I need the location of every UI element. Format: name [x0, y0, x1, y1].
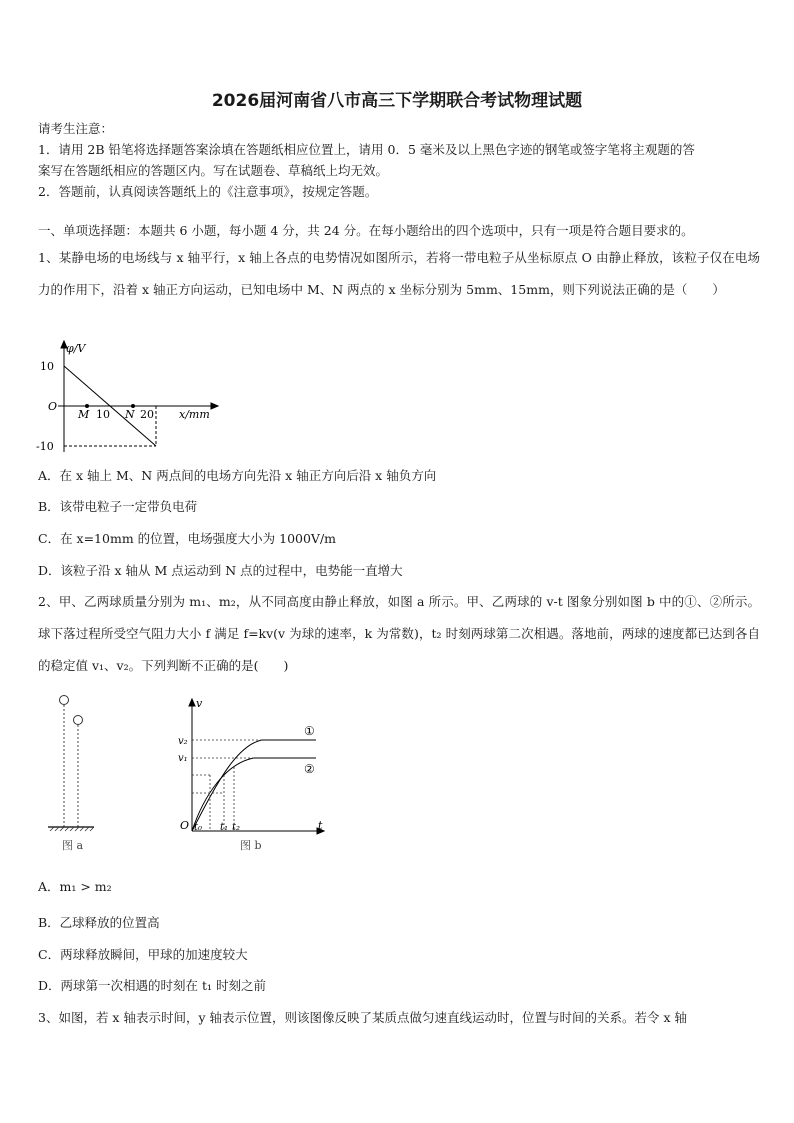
q1-x10-label: 10: [96, 408, 110, 421]
q2-option-d: D．两球第一次相遇的时刻在 t₁ 时刻之前: [38, 978, 267, 993]
q1-x-label: x/mm: [179, 408, 210, 421]
notice-item-1b: 案写在答题纸相应的答题区内。写在试题卷、草稿纸上均无效。: [38, 163, 389, 178]
q1-origin-label: O: [48, 400, 58, 413]
q3-stem: 3、如图，若 x 轴表示时间，y 轴表示位置，则该图像反映了某质点做匀速直线运动时，位置与时间的关系。若令 x 轴: [38, 1010, 687, 1025]
q1-potential-graph: [36, 338, 226, 454]
section-heading: 一、单项选择题：本题共 6 小题，每小题 4 分，共 24 分。在每小题给出的四个选项中，只有一项是符合题目要求的。: [38, 223, 694, 238]
vt-v-axis-arrow: [189, 699, 195, 706]
exam-title: 2026届河南省八市高三下学期联合考试物理试题: [211, 91, 583, 111]
figure-b-caption: 图 b: [240, 839, 262, 852]
q1-phi-label: φ/V: [66, 342, 86, 355]
notice-item-1a: 1．请用 2B 铅笔将选择题答案涂填在答题纸相应位置上，请用 0．5 毫米及以上黑色字迹的钢笔或签字笔将主观题的答: [38, 142, 695, 157]
vt-curve-2-label: ②: [304, 762, 315, 776]
q1-option-b: B．该带电粒子一定带负电荷: [38, 499, 198, 514]
q1-M-label: M: [78, 408, 90, 421]
q2-option-b: B．乙球释放的位置高: [38, 915, 160, 930]
vt-curve-1: [192, 740, 316, 831]
q1-y-top-label: 10: [40, 360, 54, 373]
q2-option-c: C．两球释放瞬间，甲球的加速度较大: [38, 947, 248, 962]
q1-option-c: C．在 x=10mm 的位置，电场强度大小为 1000V/m: [38, 531, 337, 546]
q1-stem: 1、某静电场的电场线与 x 轴平行，x 轴上各点的电势情况如图所示，若将一带电粒子从坐标原点 O 由静止释放，该粒子仅在电场力的作用下，沿着 x 轴正方向运动，已知电场中 M、N 两点的 x 坐标分别为 5mm、15mm，则下列说法正确的是（ ）: [38, 250, 760, 297]
figure-a-caption: 图 a: [62, 839, 84, 852]
vt-origin-label: O: [180, 819, 190, 832]
vt-t-label: t: [318, 819, 323, 832]
ball-yi: [74, 716, 83, 725]
q1-x20-label: 20: [140, 408, 154, 421]
vt-t2-label: t₂: [232, 822, 241, 833]
q1-option-d: D．该粒子沿 x 轴从 M 点运动到 N 点的过程中，电势能一直增大: [38, 563, 403, 578]
notice-item-2: 2．答题前，认真阅读答题纸上的《注意事项》，按规定答题。: [38, 184, 378, 199]
q2-figure-b: [176, 695, 328, 855]
vt-v2-label: v₂: [178, 736, 188, 747]
vt-curve-2: [192, 758, 316, 831]
q1-N-label: N: [125, 408, 135, 421]
q1-x-axis-arrow: [211, 403, 218, 409]
q1-option-a: A．在 x 轴上 M、N 两点间的电场方向先沿 x 轴正方向后沿 x 轴负方向: [38, 468, 437, 483]
q2-stem: 2、甲、乙两球质量分别为 m₁、m₂，从不同高度由静止释放，如图 a 所示。甲、乙两球的 v-t 图象分别如图 b 中的①、②所示。球下落过程所受空气阻力大小 f 满足 f=kv(v 为球的速率，k 为常数)，t₂ 时刻两球第二次相遇。落地前，两球的速度都已达到各自的稳定值 v₁、v₂。下列判断不正确的是( ): [38, 594, 760, 673]
ball-jia: [60, 696, 69, 705]
q2-figure-a: [44, 690, 104, 855]
vt-v1-label: v₁: [178, 753, 188, 764]
q1-y-bottom-label: -10: [36, 440, 54, 453]
vt-curve-1-label: ①: [304, 724, 315, 738]
vt-v-label: v: [196, 697, 203, 710]
vt-t1-label: t₁: [220, 822, 229, 833]
q2-option-a: A．m₁ > m₂: [38, 879, 112, 894]
notice-heading: 请考生注意：: [38, 121, 114, 136]
vt-t0-label: t₀: [194, 822, 203, 833]
